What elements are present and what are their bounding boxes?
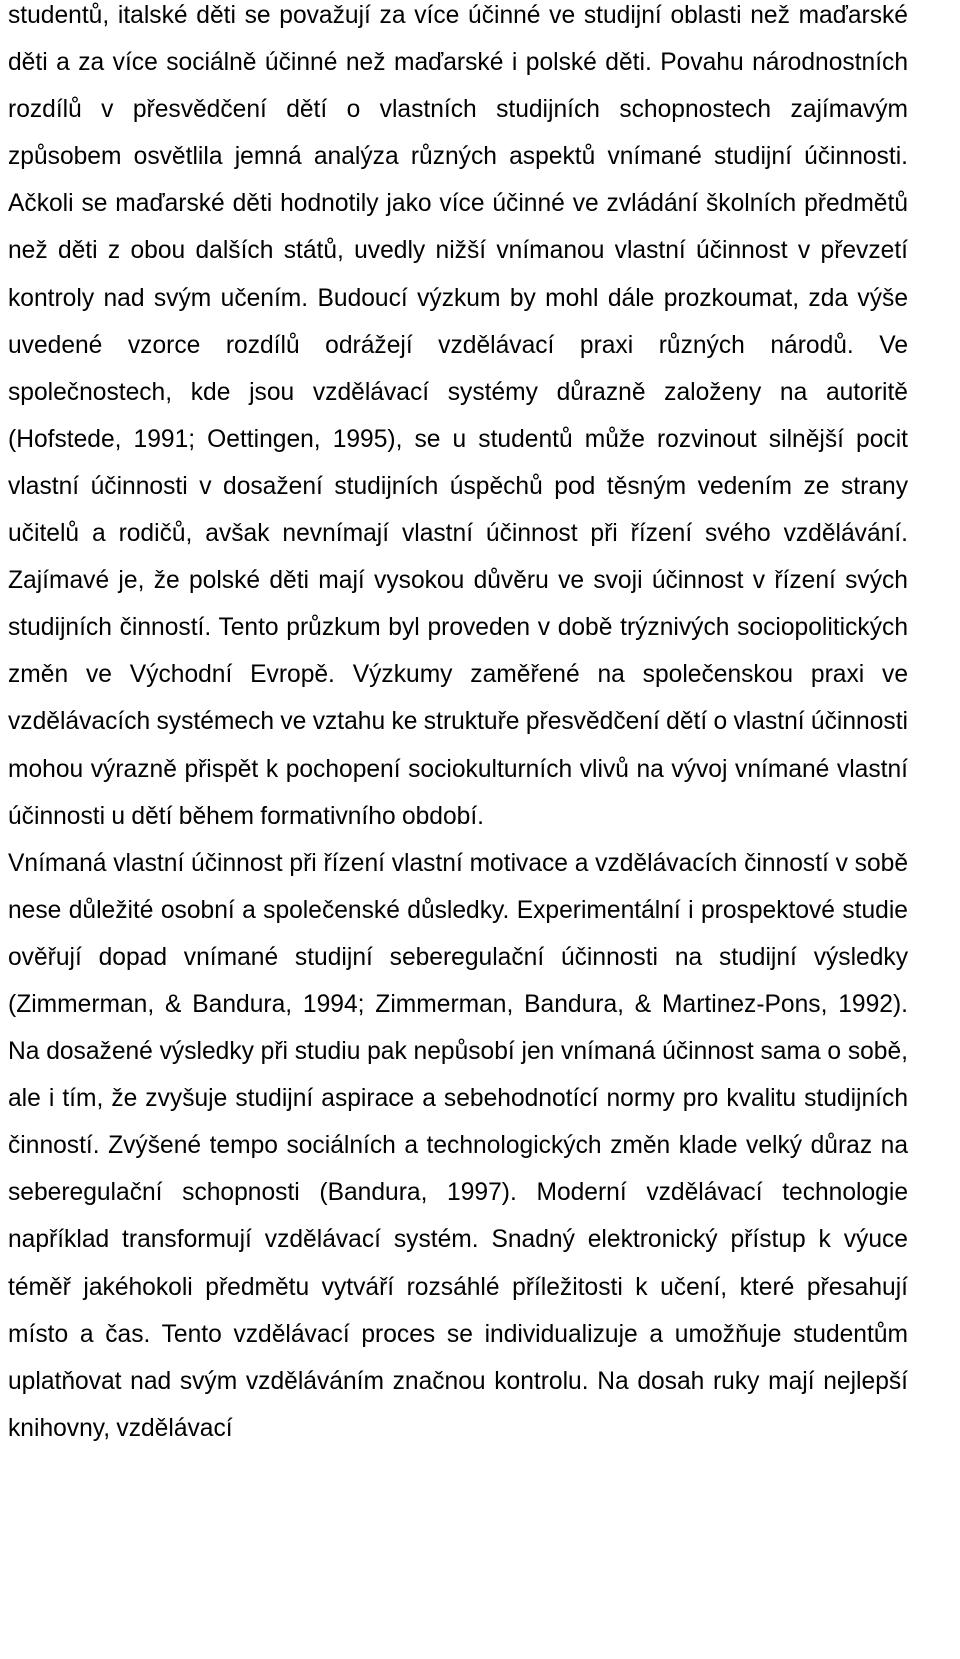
body-paragraph-2: Vnímaná vlastní účinnost při řízení vlastní motivace a vzdělávacích činností v sobě nese důležité osobní a společenské důsledky. Experimentální i prospektové studie ověřují dopad vnímané studijní seberegulační účinnosti na studijní výsledky (Zimmerman, & Bandura, 1994; Zimmerman, Bandura, & Martinez-Pons, 1992). Na dosažené výsledky při studiu pak nepůsobí jen vnímaná účinnost sama o sobě, ale i tím, že zvyšuje studijní aspirace a sebehodnotící normy pro kvalitu studijních činností. Zvýšené tempo sociálních a technologických změn klade velký důraz na seberegulační schopnosti (Bandura, 1997). Moderní vzdělávací technologie například transformují vzdělávací systém. Snadný elektronický přístup k výuce téměř jakéhokoli předmětu vytváří rozsáhlé příležitosti k učení, které přesahují místo a čas. Tento vzdělávací proces se individualizuje a umožňuje studentům uplatňovat nad svým vzděláváním značnou kontrolu. Na dosah ruky mají nejlepší knihovny, vzdělávací [8, 849, 908, 1442]
body-paragraph-1: studentů, italské děti se považují za více účinné ve studijní oblasti než maďarské děti a za více sociálně účinné než maďarské i polské děti. Povahu národnostních rozdílů v přesvědčení dětí o vlastních studijních schopnostech zajímavým způsobem osvětlila jemná analýza různých aspektů vnímané studijní účinnosti. Ačkoli se maďarské děti hodnotily jako více účinné ve zvládání školních předmětů než děti z obou dalších států, uvedly nižší vnímanou vlastní účinnost v převzetí kontroly nad svým učením. Budoucí výzkum by mohl dále prozkoumat, zda výše uvedené vzorce rozdílů odrážejí vzdělávací praxi různých národů. Ve společnostech, kde jsou vzdělávací systémy důrazně založeny na autoritě (Hofstede, 1991; Oettingen, 1995), se u studentů může rozvinout silnější pocit vlastní účinnosti v dosažení studijních úspěchů pod těsným vedením ze strany učitelů a rodičů, avšak nevnímají vlastní účinnost při řízení svého vzdělávání. Zajímavé je, že polské děti mají vysokou důvěru ve svoji účinnost v řízení svých studijních činností. Tento průzkum byl proveden v době trýznivých sociopolitických změn ve Východní Evropě. Výzkumy zaměřené na společenskou praxi ve vzdělávacích systémech ve vztahu ke struktuře přesvědčení dětí o vlastní účinnosti mohou výrazně přispět k pochopení sociokulturních vlivů na vývoj vnímané vlastní účinnosti u dětí během formativního období. [8, 2, 908, 830]
